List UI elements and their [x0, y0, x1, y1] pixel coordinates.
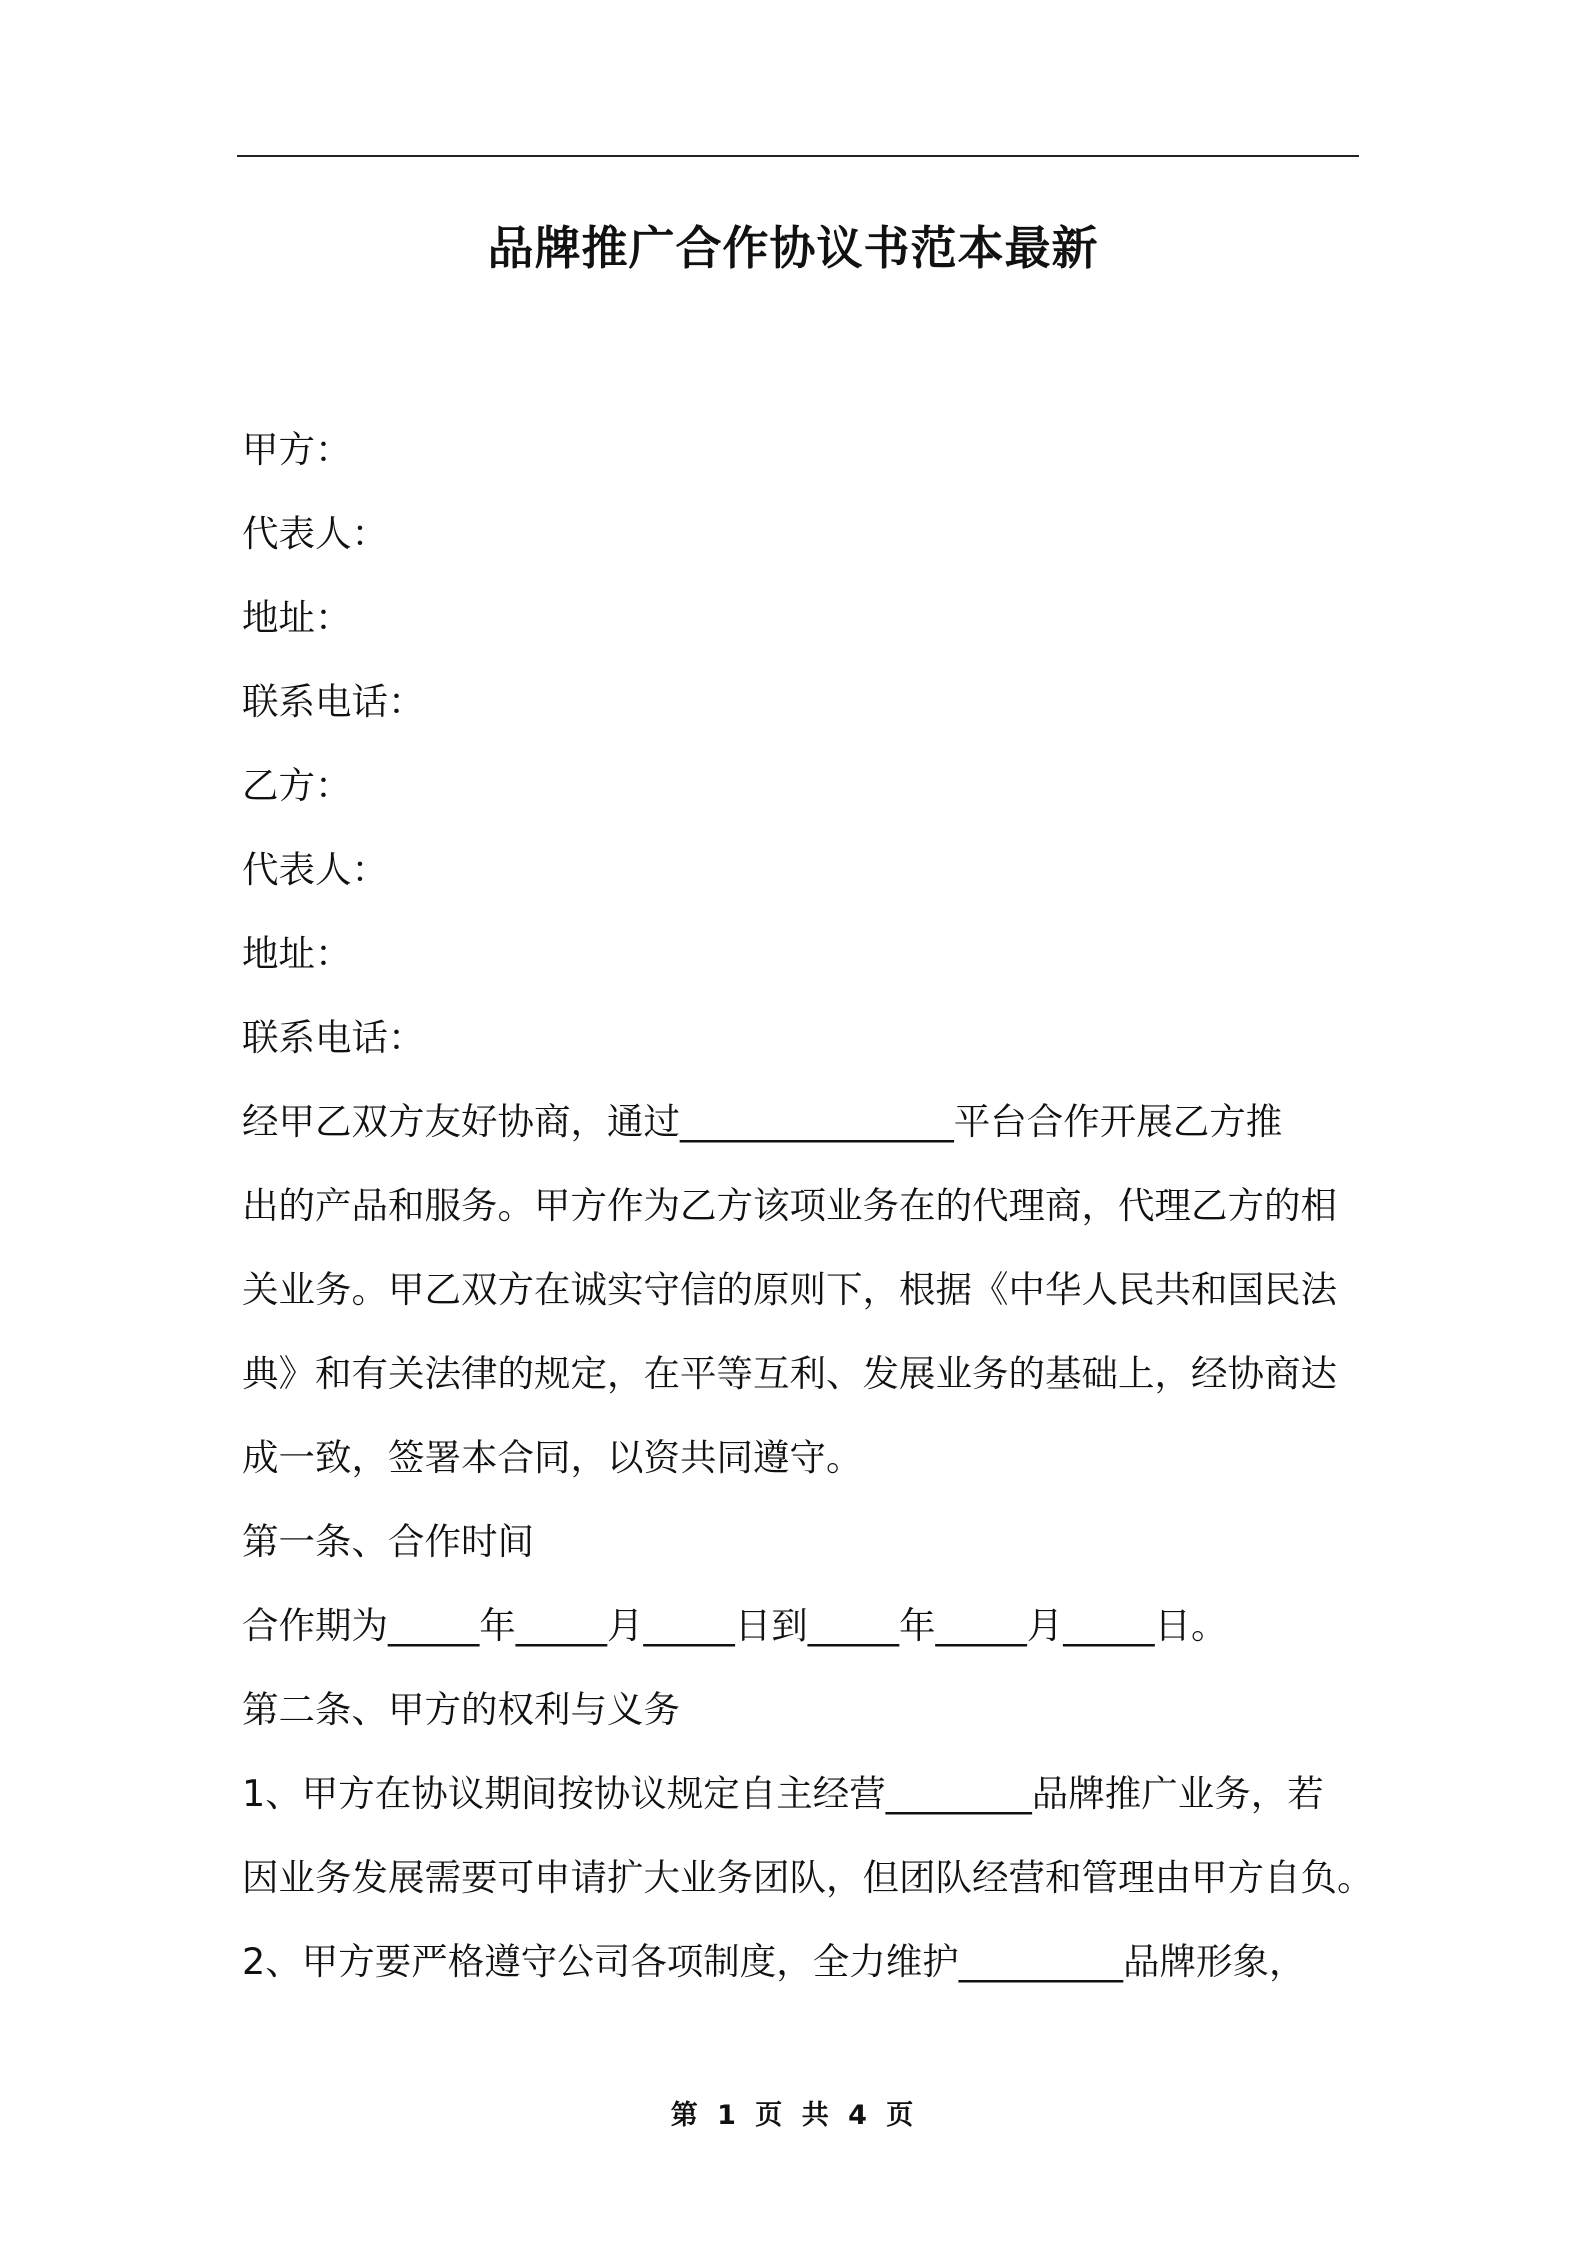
article-2-heading: 第二条、甲方的权利与义务 — [242, 1688, 680, 1731]
party-b-phone-label: 联系电话： — [242, 1016, 425, 1059]
header-rule — [237, 155, 1359, 157]
party-a-address-label: 地址： — [242, 596, 352, 639]
party-b-address-label: 地址： — [242, 932, 352, 975]
document-body — [242, 408, 1372, 2004]
cooperation-period-line: 合作期为_____年_____月_____日到_____年_____月_____日。 — [242, 1604, 1228, 1647]
party-a-phone-label: 联系电话： — [242, 680, 425, 723]
clause-line: 2、甲方要严格遵守公司各项制度，全力维护_________品牌形象， — [242, 1940, 1306, 1983]
article-1-heading: 第一条、合作时间 — [242, 1520, 534, 1563]
preamble-line: 关业务。甲乙双方在诚实守信的原则下，根据《中华人民共和国民法 — [242, 1268, 1337, 1311]
party-b-representative-label: 代表人： — [242, 848, 388, 891]
preamble-line: 典》和有关法律的规定，在平等互利、发展业务的基础上，经协商达 — [242, 1352, 1337, 1395]
document-title: 品牌推广合作协议书范本最新 — [487, 221, 1099, 275]
party-a-label: 甲方： — [242, 428, 352, 471]
preamble-line: 成一致，签署本合同，以资共同遵守。 — [242, 1436, 863, 1479]
party-a-representative-label: 代表人： — [242, 512, 388, 555]
party-b-label: 乙方： — [242, 764, 352, 807]
page-number-footer: 第 1 页 共 4 页 — [670, 2100, 916, 2131]
preamble-line: 出的产品和服务。甲方作为乙方该项业务在的代理商，代理乙方的相 — [242, 1184, 1337, 1227]
clause-line: 1、甲方在协议期间按协议规定自主经营________品牌推广业务，若 — [242, 1772, 1324, 1815]
clause-line: 因业务发展需要可申请扩大业务团队，但团队经营和管理由甲方自负。 — [242, 1856, 1374, 1899]
preamble-line: 经甲乙双方友好协商，通过_______________平台合作开展乙方推 — [242, 1100, 1283, 1143]
